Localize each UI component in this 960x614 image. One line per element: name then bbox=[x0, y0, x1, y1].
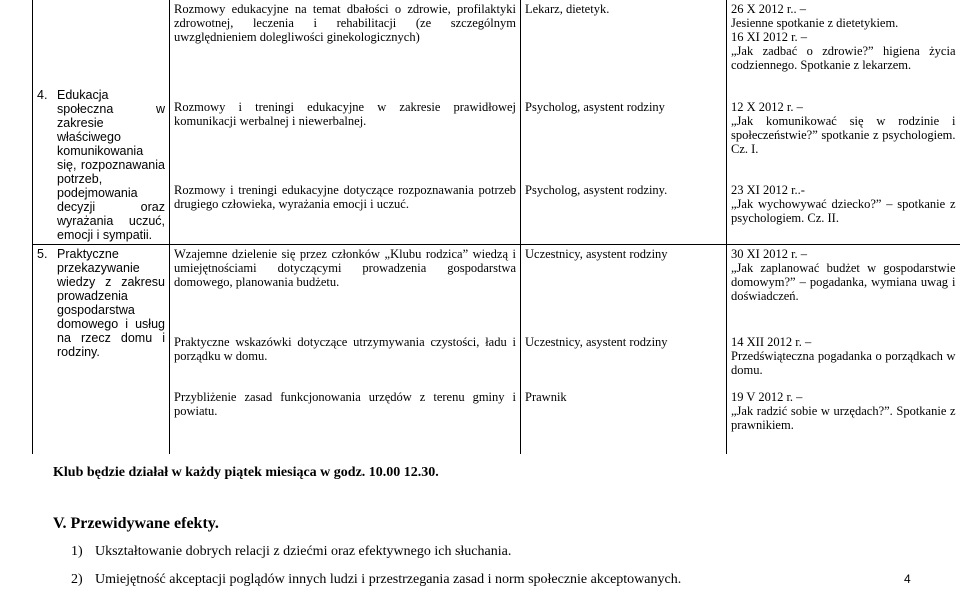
effects-list bbox=[53, 544, 681, 600]
activity-cell: Wzajemne dzielenie się przez członków „Klubu rodzica” wiedzą i umiejętnościami dotyczącymi prowadzenia gospodarstwa domowego, planowania budżetu. bbox=[170, 245, 521, 333]
leader-cell: Uczestnicy, asystent rodziny bbox=[521, 333, 727, 388]
date-cell bbox=[727, 388, 960, 454]
table-row bbox=[33, 333, 960, 388]
leader-cell: Uczestnicy, asystent rodziny bbox=[521, 245, 727, 333]
date-text: 14 XII 2012 r. – bbox=[731, 334, 812, 349]
activity-cell: Przybliżenie zasad funkcjonowania urzędów z terenu gminy i powiatu. bbox=[170, 388, 521, 454]
date-cell bbox=[727, 333, 960, 388]
leader-cell: Psycholog, asystent rodziny bbox=[521, 98, 727, 180]
date-cell bbox=[727, 245, 960, 333]
leader-cell: Prawnik bbox=[521, 388, 727, 454]
topic-text: Edukacja społeczna w zakresie właściwego komunikowania się, rozpoznawania potrzeb, podejmowania decyzji oraz wyrażania uczuć, emocji i sympatii. bbox=[57, 88, 165, 242]
list-item bbox=[53, 572, 681, 600]
topic-cell-5 bbox=[33, 245, 170, 454]
list-item-text: Umiejętność akceptacji poglądów innych ludzi i przestrzegania zasad i norm społecznie akceptowanych. bbox=[95, 572, 682, 587]
date-text: 16 XI 2012 r. – bbox=[731, 30, 808, 44]
club-schedule-note: Klub będzie działał w każdy piątek miesiąca w godz. 10.00 12.30. bbox=[53, 465, 439, 480]
activity-cell: Praktyczne wskazówki dotyczące utrzymywania czystości, ładu i porządku w domu. bbox=[170, 333, 521, 388]
activity-table bbox=[32, 0, 960, 454]
activity-cell: Rozmowy i treningi edukacyjne dotyczące rozpoznawania potrzeb drugiego człowieka, wyrażania emocji i uczuć. bbox=[170, 181, 521, 245]
list-item-number: 2) bbox=[71, 572, 83, 587]
date-cell bbox=[727, 181, 960, 245]
meeting-title: Jesienne spotkanie z dietetykiem. bbox=[731, 16, 899, 30]
page-number: 4 bbox=[904, 572, 911, 586]
table-row bbox=[33, 245, 960, 333]
date-cell bbox=[727, 98, 960, 180]
meeting-title: „Jak radzić sobie w urzędach?”. Spotkanie z prawnikiem. bbox=[731, 403, 956, 432]
leader-cell: Psycholog, asystent rodziny. bbox=[521, 181, 727, 245]
date-text: 30 XI 2012 r. – bbox=[731, 247, 808, 261]
list-item bbox=[53, 544, 681, 572]
meeting-title: Przedświąteczna pogadanka o porządkach w domu. bbox=[731, 348, 956, 377]
list-item-text: Ukształtowanie dobrych relacji z dziećmi oraz efektywnego ich słuchania. bbox=[95, 544, 512, 559]
table-row bbox=[33, 388, 960, 454]
topic-number: 4. bbox=[37, 88, 48, 102]
date-cell bbox=[727, 0, 960, 98]
topic-number: 5. bbox=[37, 247, 48, 261]
date-text: 23 XI 2012 r..- bbox=[731, 182, 805, 197]
topic-cell-4 bbox=[33, 0, 170, 245]
activity-cell: Rozmowy edukacyjne na temat dbałości o zdrowie, profilaktyki zdrowotnej, leczenia i rehabilitacji (ze szczególnym uwzględnieniem dolegliwości ginekologicznych) bbox=[170, 0, 521, 98]
table-row bbox=[33, 181, 960, 245]
meeting-title: „Jak komunikować się w rodzinie i społeczeństwie?” spotkanie z psychologiem. Cz. I. bbox=[731, 114, 956, 157]
list-item-number: 1) bbox=[71, 544, 83, 559]
date-text: 19 V 2012 r. – bbox=[731, 389, 803, 404]
section-heading: V. Przewidywane efekty. bbox=[53, 515, 219, 532]
date-text: 26 X 2012 r.. – bbox=[731, 2, 806, 16]
activity-cell: Rozmowy i treningi edukacyjne w zakresie prawidłowej komunikacji werbalnej i niewerbalnej. bbox=[170, 98, 521, 180]
meeting-title: „Jak zadbać o zdrowie?” higiena życia codziennego. Spotkanie z lekarzem. bbox=[731, 44, 956, 72]
meeting-title: „Jak zaplanować budżet w gospodarstwie domowym?” – pogadanka, wymiana uwag i doświadczeń. bbox=[731, 261, 956, 303]
date-text: 12 X 2012 r. – bbox=[731, 100, 803, 115]
table-row bbox=[33, 0, 960, 98]
topic-text: Praktyczne przekazywanie wiedzy z zakresu prowadzenia gospodarstwa domowego i usług na rzecz domu i rodziny. bbox=[57, 247, 165, 359]
leader-cell: Lekarz, dietetyk. bbox=[521, 0, 727, 98]
table-row bbox=[33, 98, 960, 180]
meeting-title: „Jak wychowywać dziecko?” – spotkanie z psychologiem. Cz. II. bbox=[731, 196, 956, 225]
